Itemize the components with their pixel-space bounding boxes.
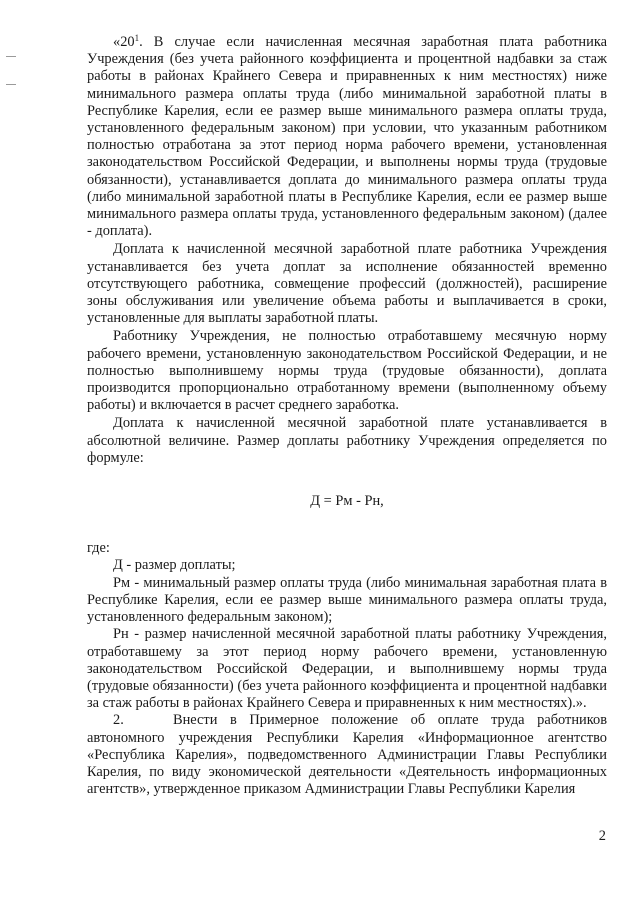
margin-mark	[6, 56, 16, 57]
document-body	[87, 34, 607, 798]
paragraph-payment-terms: Доплата к начисленной месячной заработной плате работника Учреждения устанавливается без учета доплат за исполнение обязанностей временно отсутствующего работника, совмещение профессий (должностей), расширение зоны обслуживания или увеличение объема работы и выплачивается в сроки, установленные для выплаты заработной платы.	[87, 241, 607, 327]
definition-d: Д - размер доплаты;	[113, 557, 236, 574]
paragraph-formula-intro: Доплата к начисленной месячной заработной плате устанавливается в абсолютной величине. Размер доплаты работнику Учреждения определяется по формуле:	[87, 415, 607, 466]
item-number: 2.	[113, 712, 124, 729]
clause-superscript: 1	[134, 33, 140, 43]
page-number: 2	[598, 828, 606, 844]
definition-rm: Рм - минимальный размер оплаты труда (либо минимальная заработная плата в Республике Карелия, если ее размер выше минимального размера оплаты труда, установленного федеральным законом);	[87, 574, 607, 626]
formula: Д = Рм - Рн,	[310, 493, 384, 510]
paragraph-proportional-payment: Работнику Учреждения, не полностью отработавшему месячную норму рабочего времени, установленную законодательством Российской Федерации, и не полностью выполнившему нормы труда (трудовые обязанности), доплата производится пропорционально отработанному времени (выполненному объему работы) и включается в расчет среднего заработка.	[87, 328, 607, 414]
clause-text: . В случае если начисленная месячная заработная плата работника Учреждения (без учета районного коэффициента и процентной надбавки за стаж работы в районах Крайнего Севера и приравненных к ним местностях) ниже минимального размера оплаты труда (либо минимальной заработной платы в Республике Карелия, если ее размер выше минимального размера оплаты труда, установленного федеральным законом) при условии, что указанным работником полностью отработана за этот период норма рабочего времени, установленная законодательством Российской Федерации, и выполнены нормы труда (трудовые обязанности), устанавливается доплата до минимального размера оплаты труда (либо минимальной заработной платы в Республике Карелия, если ее размер выше минимального размера оплаты труда, установленного федеральным законом) (далее - доплата).	[87, 34, 607, 240]
paragraph-clause-20-1	[87, 34, 607, 240]
paragraph-item-2	[87, 712, 607, 798]
item-2-text: Внести в Примерное положение об оплате труда работников автономного учреждения Республики Карелия «Информационное агентство «Республика Карелия», подведомственного Администрации Главы Республики Карелия, по виду экономической деятельности «Деятельность информационных агентств», утвержденное приказом Администрации Главы Республики Карелия	[87, 712, 607, 798]
clause-number: «20	[113, 34, 135, 50]
definition-rn: Рн - размер начисленной месячной заработной платы работнику Учреждения, отработавшему за этот период норму рабочего времени, установленную законодательством Российской Федерации, и выполнившему нормы труда (трудовые обязанности) (без учета районного коэффициента и процентной надбавки за стаж работы в районах Крайнего Севера и приравненных к ним местностях).».	[87, 626, 607, 712]
formula-where: где:	[87, 540, 110, 557]
margin-mark	[6, 84, 16, 85]
